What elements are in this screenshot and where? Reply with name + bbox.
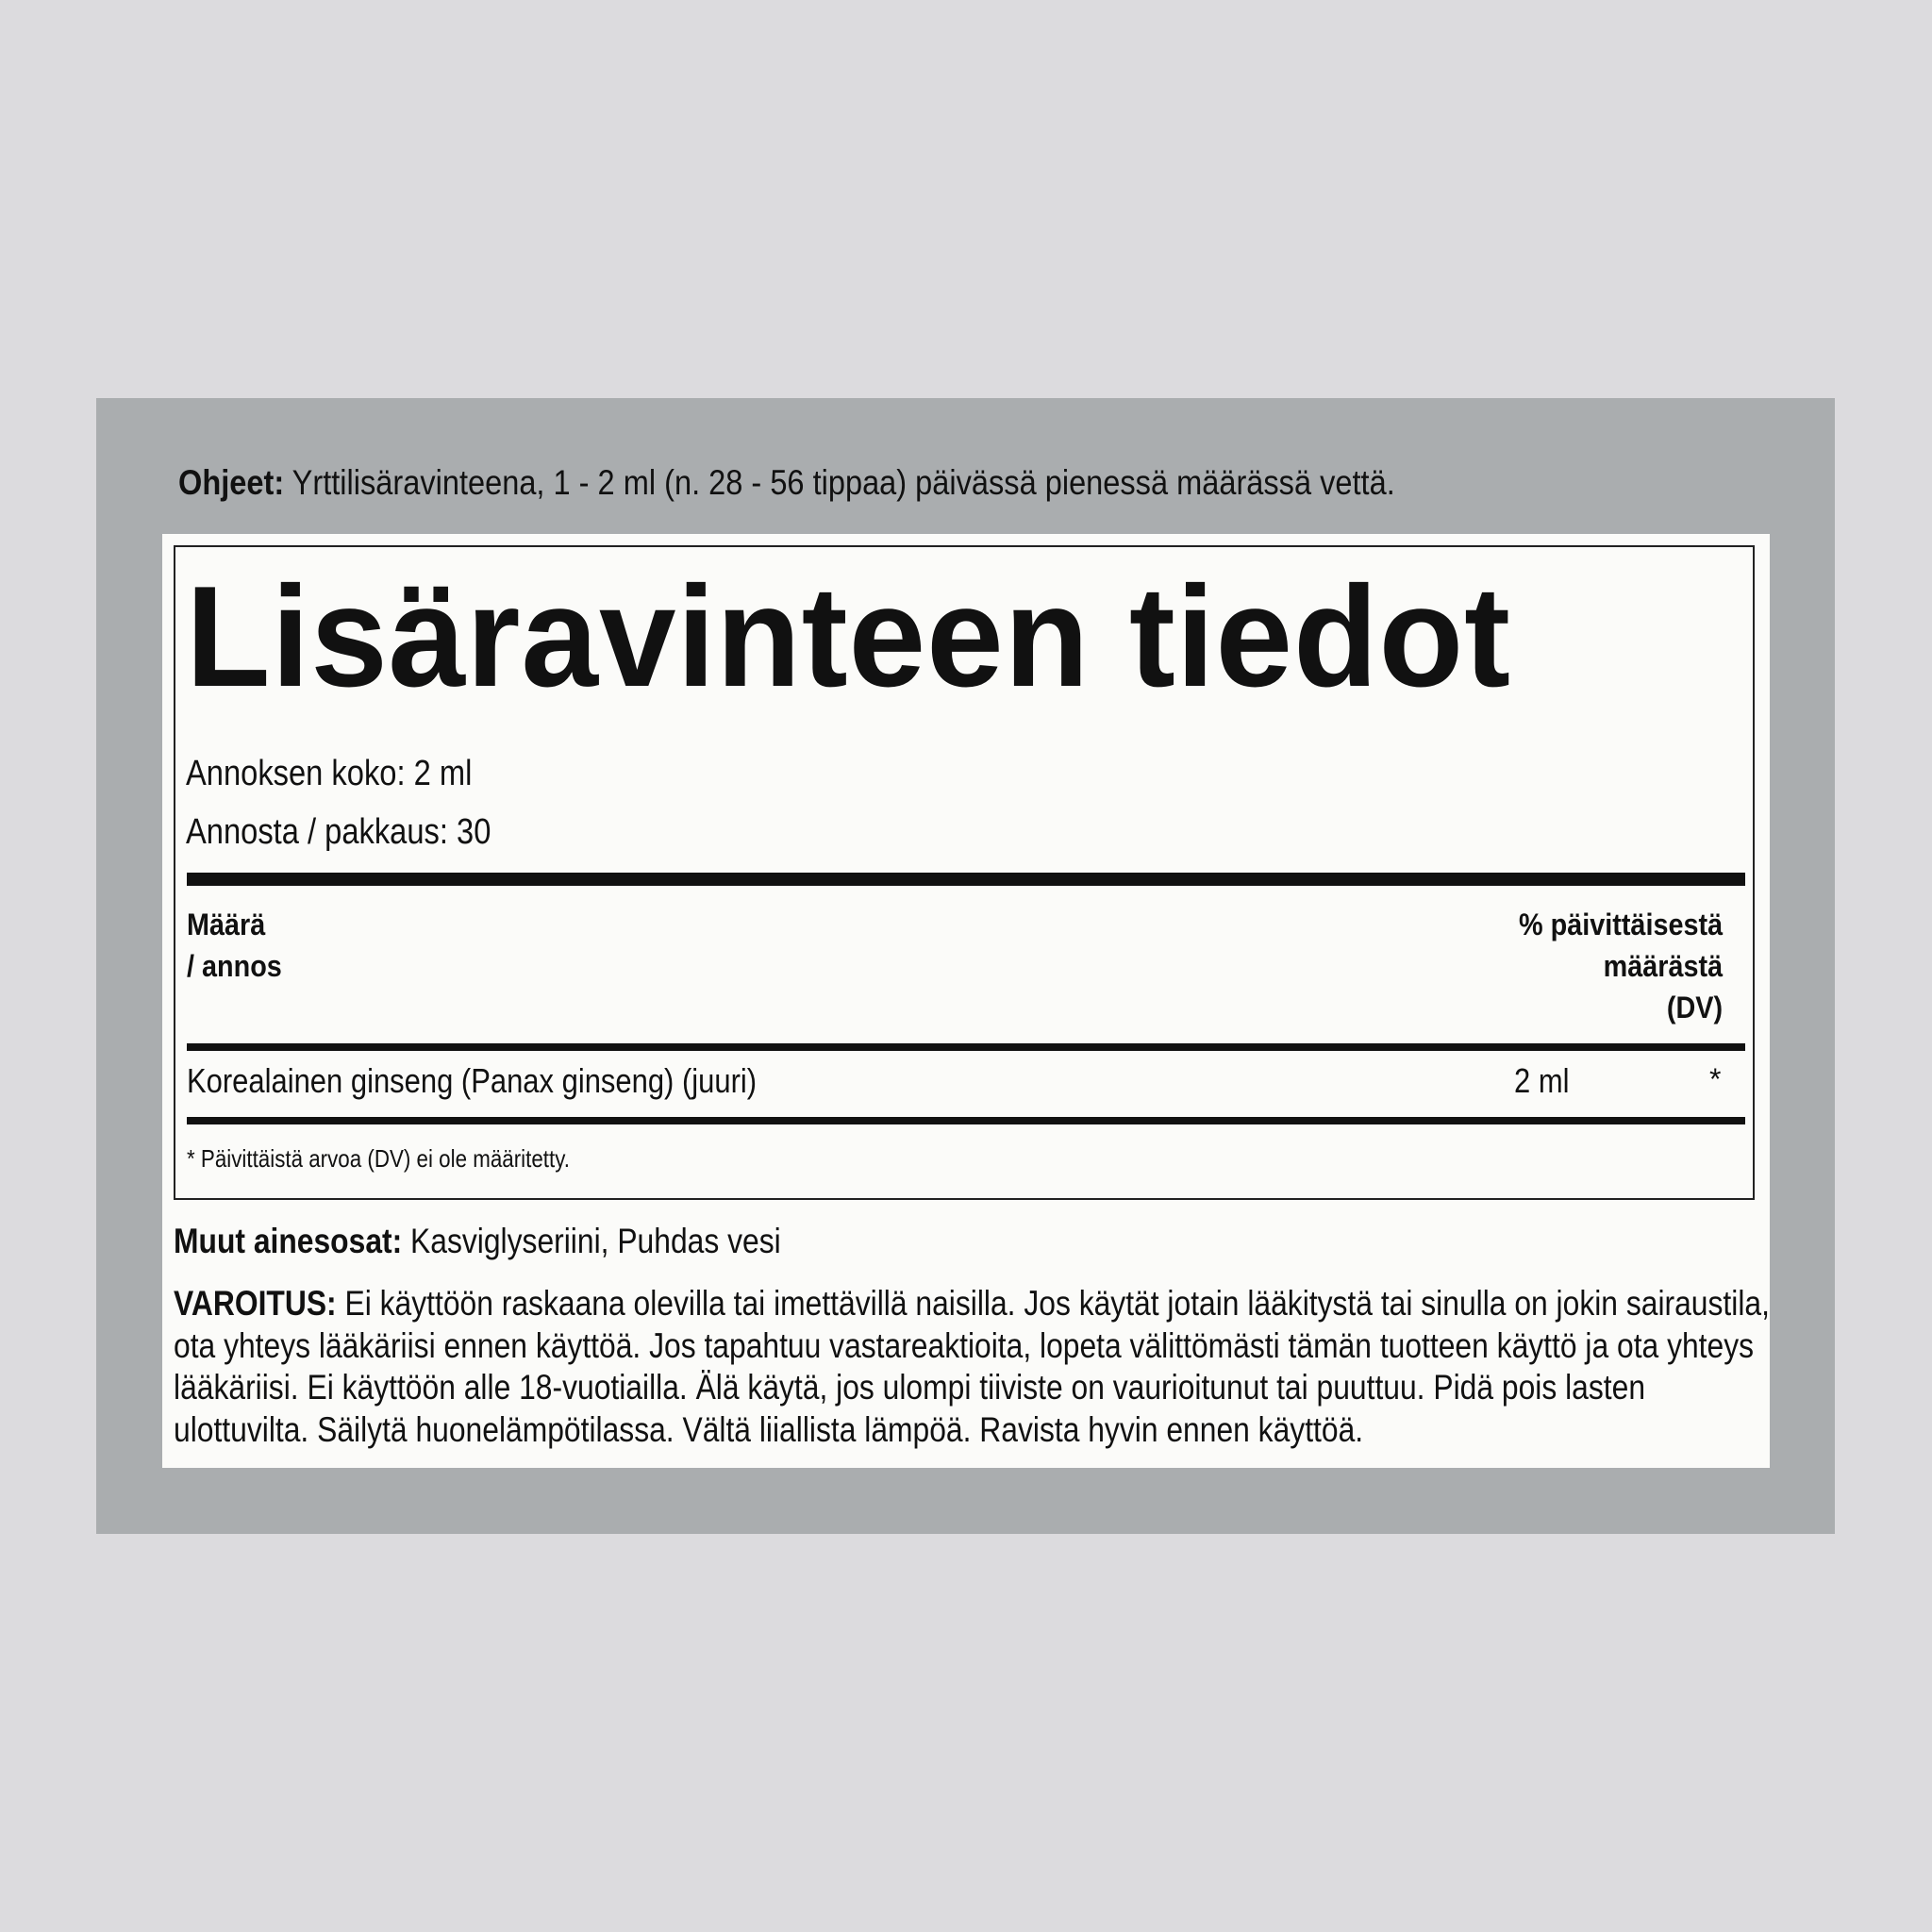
thick-divider (187, 873, 1745, 886)
header-right-line-3: (DV) (1666, 991, 1723, 1024)
header-left-line-1: Määrä (187, 908, 266, 941)
servings-per-container: Annosta / pakkaus: 30 (186, 812, 491, 852)
other-ingredients-text: Kasviglyseriini, Puhdas vesi (402, 1222, 781, 1260)
header-left-line-2: / annos (187, 949, 282, 983)
directions (178, 462, 1395, 504)
ingredient-amount: 2 ml (1514, 1061, 1570, 1100)
warning-line-1 (174, 1283, 1770, 1325)
warning-text-1: Ei käyttöön raskaana olevilla tai imettävillä naisilla. Jos käytät jotain lääkitystä tai sinulla on jokin sairaustila, (336, 1284, 1770, 1323)
warning-line-2: ota yhteys lääkäriisi ennen käyttöä. Jos tapahtuu vastareaktioita, lopeta välittömästi tämän tuotteen käyttö ja ota yhteys (174, 1325, 1755, 1365)
header-right-line-1: % päivittäisestä (1518, 908, 1723, 941)
warning-label: VAROITUS: (174, 1284, 337, 1323)
amount-per-serving-header (187, 904, 282, 987)
serving-size: Annoksen koko: 2 ml (186, 754, 473, 793)
header-right-line-2: määrästä (1603, 949, 1723, 983)
daily-value-header (1519, 904, 1723, 1028)
directions-label: Ohjeet: (178, 463, 285, 502)
warning-line-4: ulottuvilta. Säilytä huonelämpötilassa. Vältä liiallista lämpöä. Ravista hyvin ennen käyttöä. (174, 1409, 1364, 1449)
directions-text: Yrttilisäravinteena, 1 - 2 ml (n. 28 - 56 tippaa) päivässä pienessä määrässä vettä. (284, 463, 1395, 502)
facts-title: Lisäravinteen tiedot (186, 557, 1511, 717)
other-ingredients-label: Muut ainesosat: (174, 1222, 403, 1260)
warning (174, 1283, 1770, 1451)
ingredient-dv: * (1709, 1062, 1722, 1096)
ingredient-name: Korealainen ginseng (Panax ginseng) (juuri) (187, 1061, 758, 1100)
medium-divider (187, 1043, 1745, 1051)
warning-line-3: lääkäriisi. Ei käyttöön alle 18-vuotiailla. Älä käytä, jos ulompi tiiviste on vaurioitunut tai puuttuu. Pidä pois lasten (174, 1368, 1646, 1407)
bottom-divider (187, 1117, 1745, 1124)
dv-footnote: * Päivittäistä arvoa (DV) ei ole määritetty. (187, 1144, 570, 1173)
other-ingredients (174, 1221, 781, 1262)
